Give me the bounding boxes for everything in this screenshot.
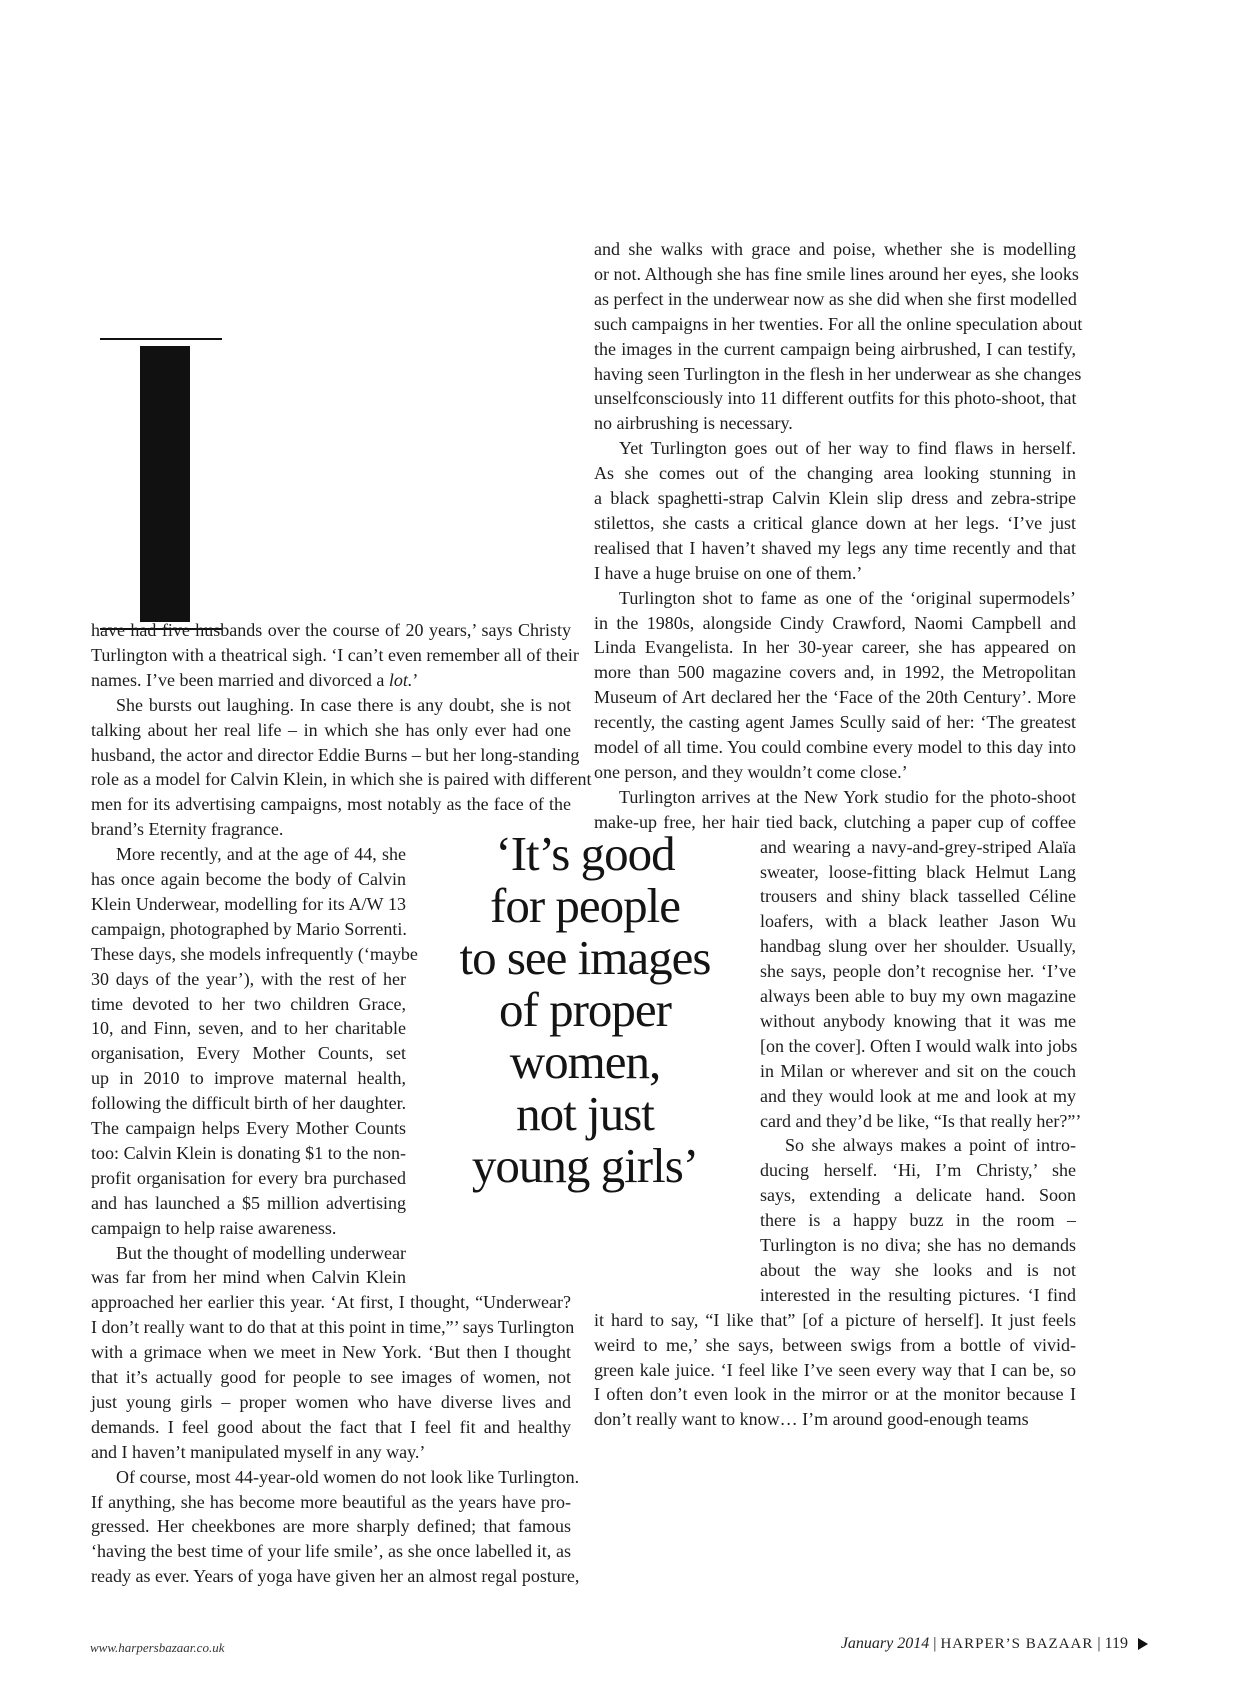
text-line: loafers, with a black leather Jason Wu <box>760 911 1076 932</box>
text-line: approached her earlier this year. ‘At first, I thought, “Underwear? <box>91 1292 571 1313</box>
folio-separator: | <box>933 1635 937 1652</box>
text-line: or not. Although she has fine smile lines around her eyes, she looks <box>594 263 1079 284</box>
text-line: time devoted to her two children Grace, <box>91 993 406 1014</box>
text-line: and I haven’t manipulated myself in any way.’ <box>91 1441 426 1462</box>
magazine-name: HARPER’S BAZAAR <box>940 1636 1094 1652</box>
text-line: too: Calvin Klein is donating $1 to the non- <box>91 1142 406 1163</box>
text-line: sweater, loose-fitting black Helmut Lang <box>760 861 1076 882</box>
text-line: don’t really want to know… I’m around good-enough teams <box>594 1409 1029 1430</box>
text-line: Turlington arrives at the New York studio for the photo-shoot <box>619 786 1076 807</box>
footer-website: www.harpersbazaar.co.uk <box>90 1640 225 1655</box>
text-line: trousers and shiny black tasselled Céline <box>760 886 1076 907</box>
text-line: names. I’ve been married and divorced a lot.’ <box>91 669 419 690</box>
text-line: the images in the current campaign being airbrushed, I can testify, <box>594 338 1076 359</box>
text-line: ducing herself. ‘Hi, I’m Christy,’ she <box>760 1160 1076 1181</box>
text-line: gressed. Her cheekbones are more sharply defined; that famous <box>91 1516 571 1537</box>
text-line: says, extending a delicate hand. Soon <box>760 1185 1076 1206</box>
pull-quote-line: ‘It’s good <box>495 826 675 881</box>
text-line: interested in the resulting pictures. ‘I find <box>760 1284 1076 1305</box>
text-line: realised that I haven’t shaved my legs any time recently and that <box>594 537 1076 558</box>
text-line: These days, she models infrequently (‘maybe <box>91 943 418 964</box>
text-line: unselfconsciously into 11 different outfits for this photo-shoot, that <box>594 388 1077 409</box>
text-line: Of course, most 44-year-old women do not look like Turlington. <box>116 1466 580 1487</box>
text-line: it hard to say, “I like that” [of a picture of herself]. It just feels <box>594 1309 1076 1330</box>
text-line: has once again become the body of Calvin <box>91 869 406 889</box>
text-line: campaign to help raise awareness. <box>91 1217 337 1238</box>
text-line: 10, and Finn, seven, and to her charitable <box>91 1018 406 1039</box>
drop-cap-top-serif <box>100 338 222 340</box>
text-line: more than 500 magazine covers and, in 1992, the Metropolitan <box>594 662 1076 683</box>
text-line: without anybody knowing that it was me <box>760 1010 1076 1031</box>
text-line: there is a happy buzz in the room – <box>760 1210 1076 1231</box>
text-line: talking about her real life – in which she has only ever had one <box>91 719 571 740</box>
pull-quote-line: to see images <box>459 930 711 985</box>
text-line: in the 1980s, alongside Cindy Crawford, Naomi Campbell and <box>594 612 1076 633</box>
text-line: in Milan or wherever and sit on the couch <box>760 1060 1076 1081</box>
text-line: She bursts out laughing. In case there is any doubt, she is not <box>116 694 571 715</box>
text-line: stilettos, she casts a critical glance down at her legs. ‘I’ve just <box>594 512 1076 533</box>
text-line: make-up free, her hair tied back, clutching a paper cup of coffee <box>594 811 1076 832</box>
text-line: campaign, photographed by Mario Sorrenti. <box>91 918 407 939</box>
text-line: I often don’t even look in the mirror or at the monitor because I <box>594 1384 1076 1405</box>
issue-date: January 2014 <box>840 1635 930 1652</box>
text-line: Turlington is no diva; she has no demands <box>760 1235 1076 1255</box>
text-line: Linda Evangelista. In her 30-year career, she has appeared on <box>594 637 1076 658</box>
text-line: The campaign helps Every Mother Counts <box>91 1118 406 1138</box>
text-line: and she walks with grace and poise, whether she is modelling <box>594 239 1076 259</box>
text-line: and has launched a $5 million advertising <box>91 1192 406 1213</box>
text-line: have had five husbands over the course of 20 years,’ says Christy <box>91 620 571 640</box>
text-line: profit organisation for every bra purchased <box>91 1167 406 1188</box>
pull-quote-line: women, <box>509 1034 661 1089</box>
text-line: men for its advertising campaigns, most notably as the face of the <box>91 794 571 815</box>
text-line: husband, the actor and director Eddie Burns – but her long-standing <box>91 744 580 765</box>
text-line: such campaigns in her twenties. For all the online speculation about <box>594 313 1083 334</box>
text-line: If anything, she has become more beautiful as the years have pro- <box>91 1491 571 1512</box>
text-line: As she comes out of the changing area looking stunning in <box>594 463 1076 484</box>
footer-folio <box>841 1635 1148 1653</box>
text-line: green kale juice. ‘I feel like I’ve seen every way that I can be, so <box>594 1359 1076 1380</box>
text-line: weird to me,’ she says, between swigs from a bottle of vivid- <box>594 1334 1076 1355</box>
text-line: Turlington shot to fame as one of the ‘original supermodels’ <box>619 587 1076 608</box>
text-line: having seen Turlington in the flesh in her underwear as she changes <box>594 363 1082 384</box>
text-line: as perfect in the underwear now as she did when she first modelled <box>594 288 1077 309</box>
text-line: with a grimace when we meet in New York. ‘But then I thought <box>91 1342 571 1363</box>
text-line: model of all time. You could combine every model to this day into <box>594 737 1076 757</box>
text-line: recently, the casting agent James Scully said of her: ‘The greatest <box>594 712 1076 733</box>
text-line: brand’s Eternity fragrance. <box>91 819 284 840</box>
text-line: demands. I feel good about the fact that I feel fit and healthy <box>91 1416 571 1437</box>
text-line: always been able to buy my own magazine <box>760 986 1076 1006</box>
drop-cap-letter <box>126 338 204 630</box>
text-line: that it’s actually good for people to see images of women, not <box>91 1367 571 1387</box>
text-line: Klein Underwear, modelling for its A/W 13 <box>91 893 406 914</box>
text-line: following the difficult birth of her daughter. <box>91 1093 407 1114</box>
pull-quote-line: young girls’ <box>471 1138 699 1193</box>
text-line: So she always makes a point of intro- <box>785 1135 1076 1156</box>
text-line: I don’t really want to do that at this point in time,”’ says Turlington <box>91 1317 575 1338</box>
text-line: role as a model for Calvin Klein, in which she is paired with different <box>91 769 592 790</box>
text-line: no airbrushing is necessary. <box>594 413 793 434</box>
text-line: just young girls – proper women who have diverse lives and <box>91 1391 571 1412</box>
text-line: about the way she looks and is not <box>760 1259 1076 1280</box>
text-line: and they would look at me and look at my <box>760 1085 1076 1106</box>
text-line: was far from her mind when Calvin Klein <box>91 1267 406 1288</box>
pull-quote-line: for people <box>490 878 680 933</box>
text-line: card and they’d be like, “Is that really her?”’ <box>760 1110 1082 1131</box>
text-line: one person, and they wouldn’t come close.’ <box>594 761 908 782</box>
text-line: Yet Turlington goes out of her way to find flaws in herself. <box>619 438 1076 459</box>
text-line: handbag slung over her shoulder. Usually, <box>760 936 1076 957</box>
text-line: up in 2010 to improve maternal health, <box>91 1068 406 1089</box>
pull-quote-line: of proper <box>499 982 671 1037</box>
text-line: ‘having the best time of your life smile’, as she once labelled it, as <box>91 1541 571 1562</box>
text-line: Turlington with a theatrical sigh. ‘I can’t even remember all of their <box>91 644 579 665</box>
text-line: a black spaghetti-strap Calvin Klein slip dress and zebra-stripe <box>594 488 1076 508</box>
page-number: 119 <box>1104 1635 1128 1652</box>
drop-cap-stem <box>140 346 190 622</box>
text-line: But the thought of modelling underwear <box>116 1242 406 1263</box>
text-line: [on the cover]. Often I would walk into jobs <box>760 1035 1078 1056</box>
text-line: organisation, Every Mother Counts, set <box>91 1043 406 1064</box>
text-line: she says, people don’t recognise her. ‘I’ve <box>760 961 1076 982</box>
text-line: 30 days of the year’), with the rest of her <box>91 968 406 989</box>
text-line: I have a huge bruise on one of them.’ <box>594 562 863 583</box>
text-line: and wearing a navy-and-grey-striped Alaïa <box>760 836 1076 857</box>
text-line: ready as ever. Years of yoga have given her an almost regal posture, <box>91 1566 580 1587</box>
text-line: Museum of Art declared her the ‘Face of the 20th Century’. More <box>594 687 1076 708</box>
folio-separator: | <box>1097 1635 1101 1652</box>
pull-quote-line: not just <box>516 1086 654 1141</box>
text-line: More recently, and at the age of 44, she <box>116 844 406 865</box>
next-page-arrow-icon <box>1138 1638 1148 1650</box>
